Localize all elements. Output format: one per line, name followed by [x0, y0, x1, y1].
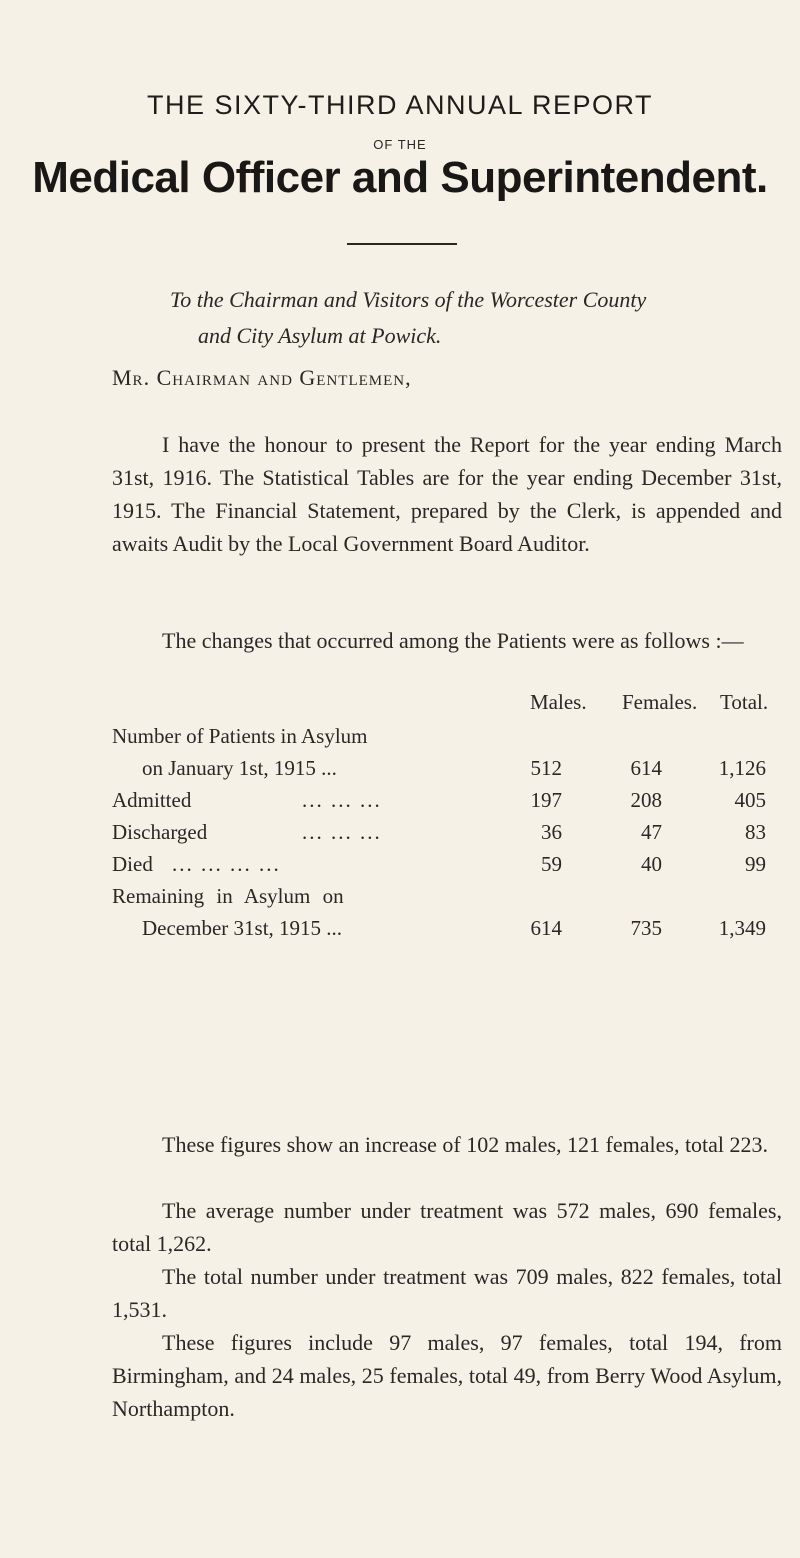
of-the-line: OF THE [373, 137, 427, 152]
row-label: Discharged [112, 820, 208, 844]
table-row-label [112, 884, 782, 914]
row-label: Died [112, 852, 153, 876]
females-value: 614 [630, 756, 662, 780]
paragraph-introduction: I have the honour to present the Report for the year ending March 31st, 1916. The Statistical Tables are for the year ending December 31st, 1915. The Financial Statement, prepared by the Clerk, is appended and awaits Audit by the Local Government Board Auditor. [112, 432, 782, 556]
males-value: 512 [530, 756, 562, 780]
total-value: 405 [734, 788, 766, 812]
females-value: 208 [630, 788, 662, 812]
females-value: 40 [641, 852, 662, 876]
report-heading: Medical Officer and Superintendent. [32, 153, 768, 202]
row-label: December 31st, 1915 ... [142, 916, 343, 940]
row-label: Remaining in Asylum on [112, 884, 344, 908]
report-title: THE SIXTY-THIRD ANNUAL REPORT [146, 90, 654, 120]
table-row [112, 820, 782, 850]
total-value: 83 [745, 820, 766, 844]
column-header-total: Total. [720, 690, 769, 714]
males-value: 59 [541, 852, 562, 876]
females-value: 47 [641, 820, 662, 844]
leader-dots: ... ... ... ... [172, 852, 281, 876]
paragraph-increase: These figures show an increase of 102 males, 121 females, total 223. [162, 1132, 769, 1157]
paragraph-total: The total number under treatment was 709 males, 822 females, total 1,531. [112, 1264, 782, 1322]
paragraph-changes: The changes that occurred among the Patients were as follows :— [162, 628, 744, 653]
total-value: 99 [745, 852, 766, 876]
address-block [170, 282, 730, 354]
column-header-females: Females. [622, 690, 698, 714]
males-value: 614 [530, 916, 562, 940]
leader-dots: ... ... ... [302, 820, 382, 844]
total-value: 1,126 [718, 756, 766, 780]
address-line-1: To the Chairman and Visitors of the Worcester County [170, 287, 647, 312]
males-value: 197 [530, 788, 562, 812]
paragraph-average: The average number under treatment was 572 males, 690 females, total 1,262. [112, 1198, 782, 1256]
row-label: Number of Patients in Asylum [112, 724, 368, 748]
column-header-males: Males. [530, 690, 587, 714]
total-value: 1,349 [718, 916, 766, 940]
table-row [112, 756, 782, 786]
address-line-2: and City Asylum at Powick. [198, 323, 442, 348]
salutation: Mr. Chairman and Gentlemen, [112, 365, 412, 390]
leader-dots: ... ... ... [302, 788, 382, 812]
table-row [112, 788, 782, 818]
table-row [112, 852, 782, 882]
table-row-label [112, 724, 782, 754]
row-label: on January 1st, 1915 ... [142, 756, 337, 780]
table-row [112, 916, 782, 946]
divider-rule [347, 243, 457, 245]
females-value: 735 [630, 916, 662, 940]
row-label: Admitted [112, 788, 192, 812]
paragraph-origins: These figures include 97 males, 97 females, total 194, from Birmingham, and 24 males, 25 females, total 49, from Berry Wood Asylum, Northampton. [112, 1330, 782, 1421]
males-value: 36 [541, 820, 562, 844]
